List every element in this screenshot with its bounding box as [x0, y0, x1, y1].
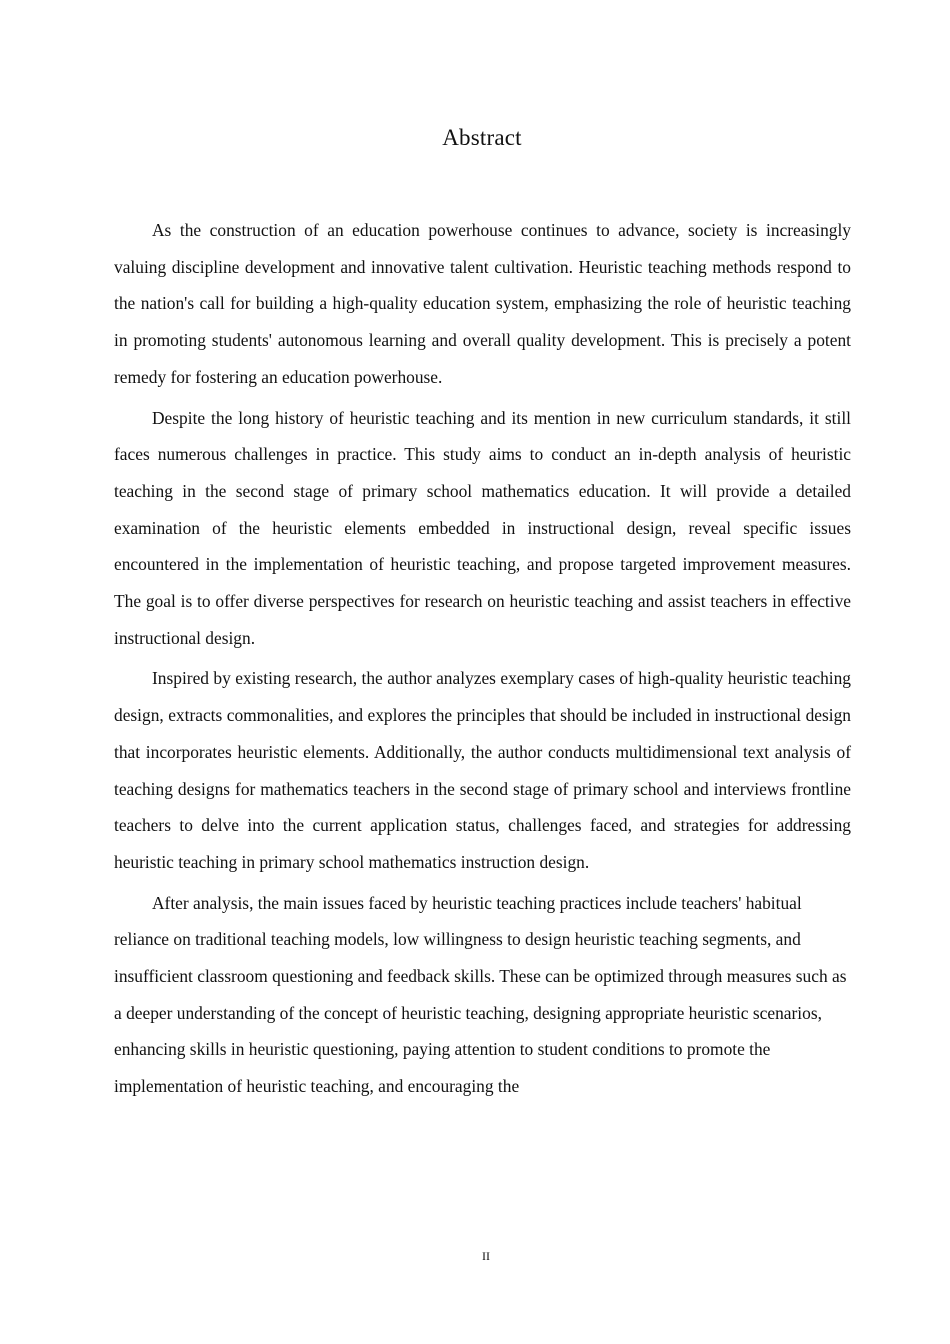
abstract-body [114, 212, 851, 1109]
abstract-paragraph-4: After analysis, the main issues faced by heuristic teaching practices include teachers' habitual reliance on traditional teaching models, low willingness to design heuristic teaching segments, and insufficient classroom questioning and feedback skills. These can be optimized through measures such as a deeper understanding of the concept of heuristic teaching, designing appropriate heuristic scenarios, enhancing skills in heuristic questioning, paying attention to student conditions to promote the implementation of heuristic teaching, and encouraging the [114, 892, 847, 1097]
abstract-paragraph-2: Despite the long history of heuristic teaching and its mention in new curriculum standards, it still faces numerous challenges in practice. This study aims to conduct an in-depth analysis of heuristic teaching in the second stage of primary school mathematics education. It will provide a detailed examination of the heuristic elements embedded in instructional design, reveal specific issues encountered in the implementation of heuristic teaching, and propose targeted improvement measures. The goal is to offer diverse perspectives for research on heuristic teaching and assist teachers in effective instructional design. [114, 407, 851, 648]
page-title: Abstract [442, 125, 522, 150]
page-number: II [482, 1249, 490, 1263]
abstract-paragraph-3: Inspired by existing research, the author analyzes exemplary cases of high-quality heuristic teaching design, extracts commonalities, and explores the principles that should be included in instructional design that incorporates heuristic elements. Additionally, the author conducts multidimensional text analysis of teaching designs for mathematics teachers in the second stage of primary school and interviews frontline teachers to delve into the current application status, challenges faced, and strategies for addressing heuristic teaching in primary school mathematics instruction design. [114, 668, 851, 872]
abstract-paragraph-1: As the construction of an education powerhouse continues to advance, society is increasingly valuing discipline development and innovative talent cultivation. Heuristic teaching methods respond to the nation's call for building a high-quality education system, emphasizing the role of heuristic teaching in promoting students' autonomous learning and overall quality development. This is precisely a potent remedy for fostering an education powerhouse. [114, 220, 851, 387]
